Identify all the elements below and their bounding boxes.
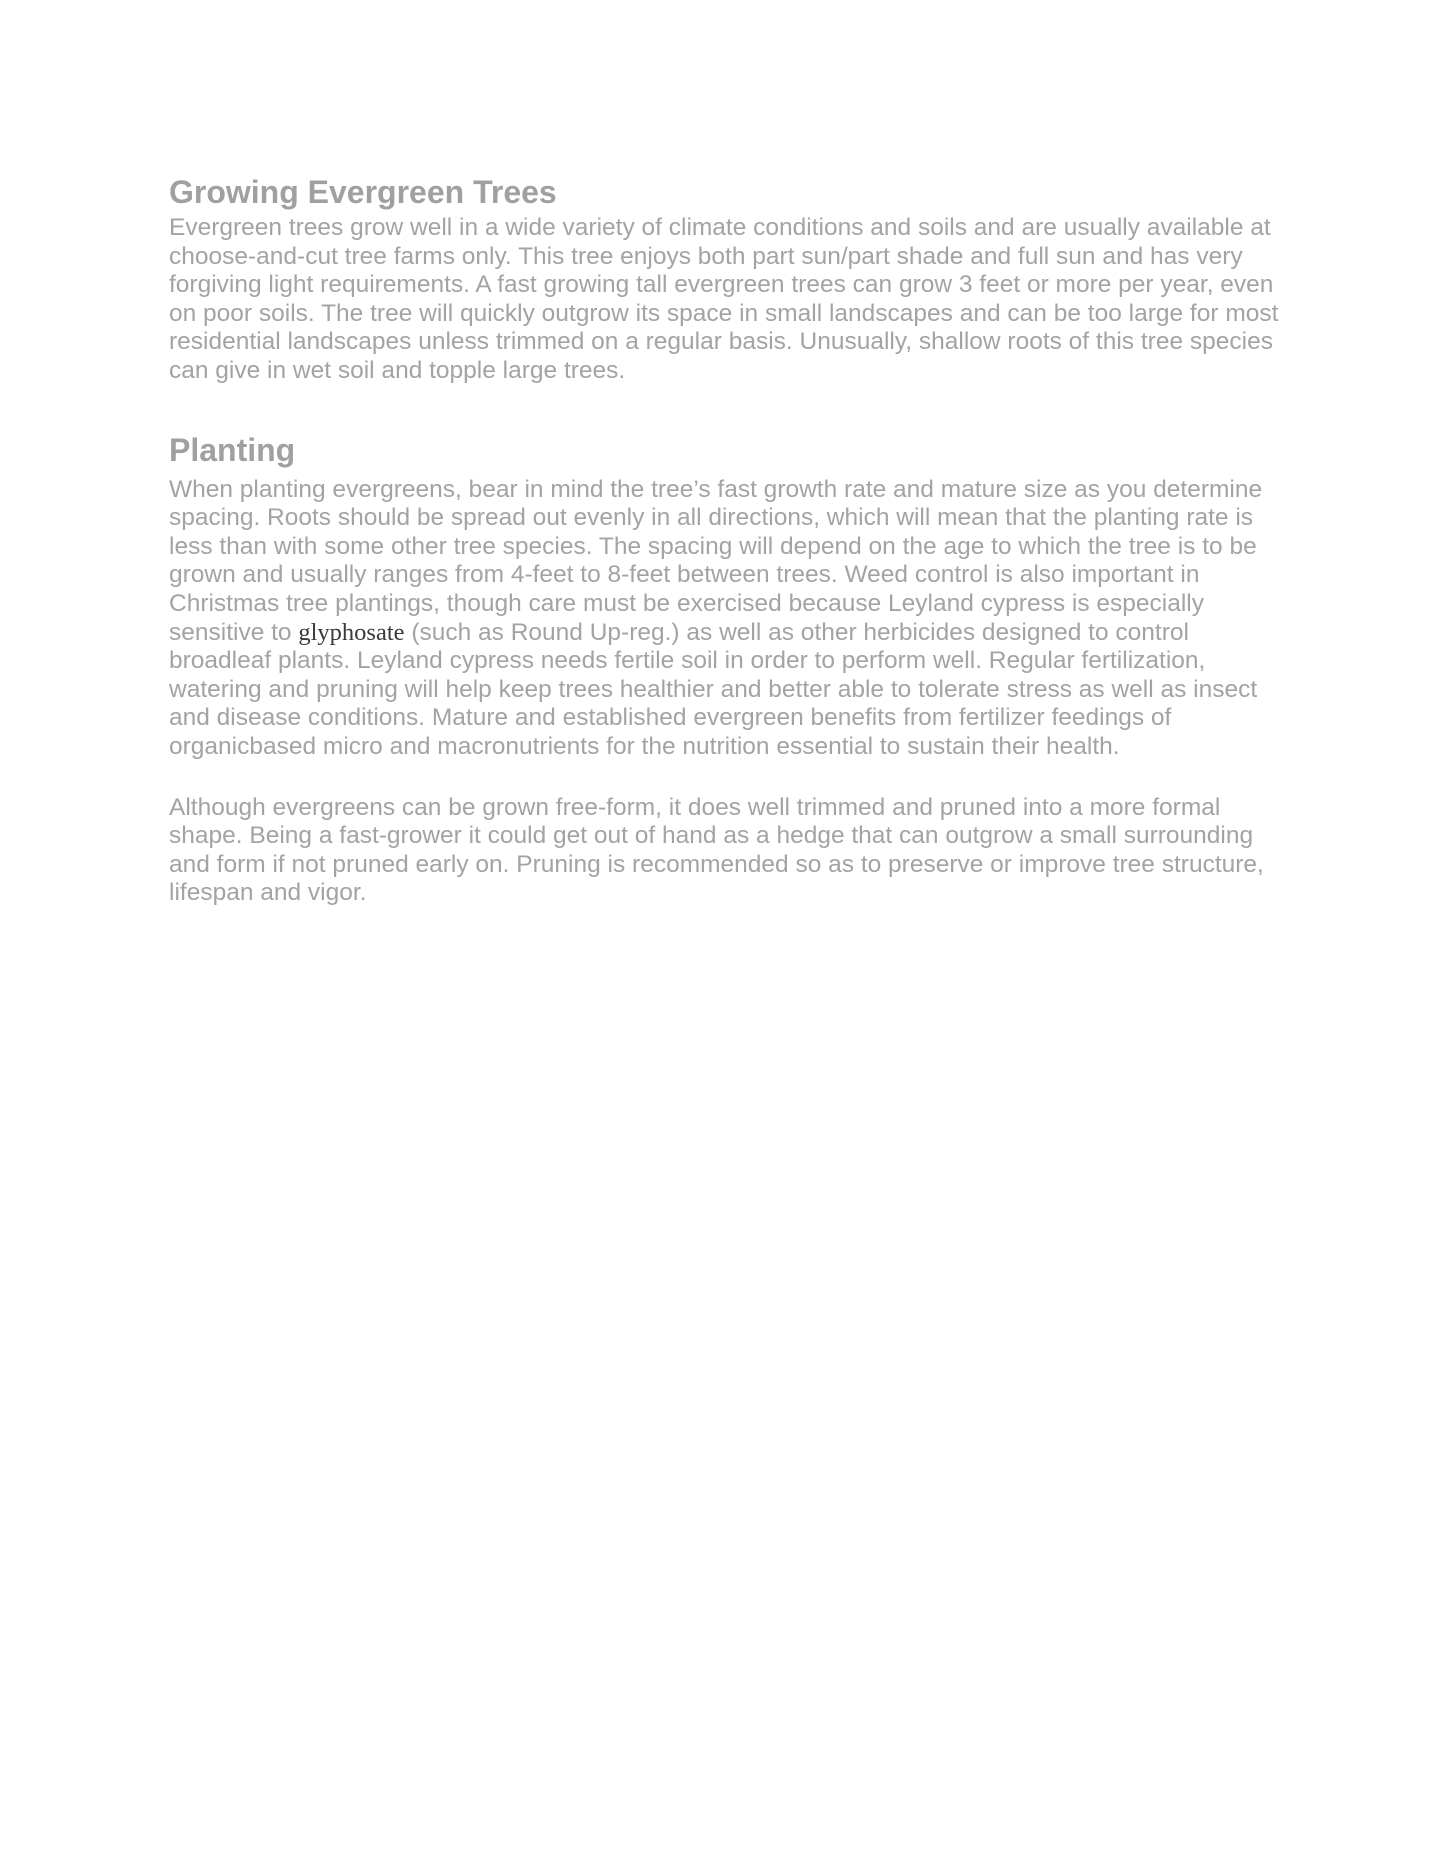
planting-text-glyphosate: glyphosate (298, 618, 405, 646)
document-content (169, 172, 1289, 908)
section-title-growing-evergreen-trees: Growing Evergreen Trees (169, 174, 557, 210)
section-title-planting: Planting (169, 431, 296, 468)
section-paragraph-growing: Evergreen trees grow well in a wide variety of climate conditions and soils and are usually available at choose-and-cut tree farms only. This tree enjoys both part sun/part shade and full sun and has very forgiving light requirements. A fast growing tall evergreen trees can grow 3 feet or more per year, even on poor soils. The tree will quickly outgrow its space in small landscapes and can be too large for most residential landscapes unless trimmed on a regular basis. Unusually, shallow roots of this tree species can give in wet soil and topple large trees. (169, 214, 1279, 384)
section-paragraph-planting-2: Although evergreens can be grown free-form, it does well trimmed and pruned into a more formal shape. Being a fast-grower it could get out of hand as a hedge that can outgrow a small surrounding and form if not pruned early on. Pruning is recommended so as to preserve or improve tree structure, lifespan and vigor. (169, 793, 1264, 907)
planting-text-after: (such as Round Up-reg.) as well as other herbicides designed to control broadleaf plants. Leyland cypress needs fertile soil in order to perform well. Regular fertilization, watering and pruning will help keep trees healthier and better able to tolerate stress as well as insect and disease conditions. Mature and established evergreen benefits from fertilizer feedings of organicbased micro and macronutrients for the nutrition essential to sustain their health. (169, 618, 1258, 760)
section-paragraph-planting-1 (169, 476, 1289, 762)
planting-text-before: When planting evergreens, bear in mind the tree’s fast growth rate and mature size as you determine spacing. Roots should be spread out evenly in all directions, which will mean that the planting rate is less than with some other tree species. The spacing will depend on the age to which the tree is to be grown and usually ranges from 4-feet to 8-feet between trees. Weed control is also important in Christmas tree plantings, though care must be exercised because Leyland cypress is especially sensitive to (169, 475, 1263, 646)
